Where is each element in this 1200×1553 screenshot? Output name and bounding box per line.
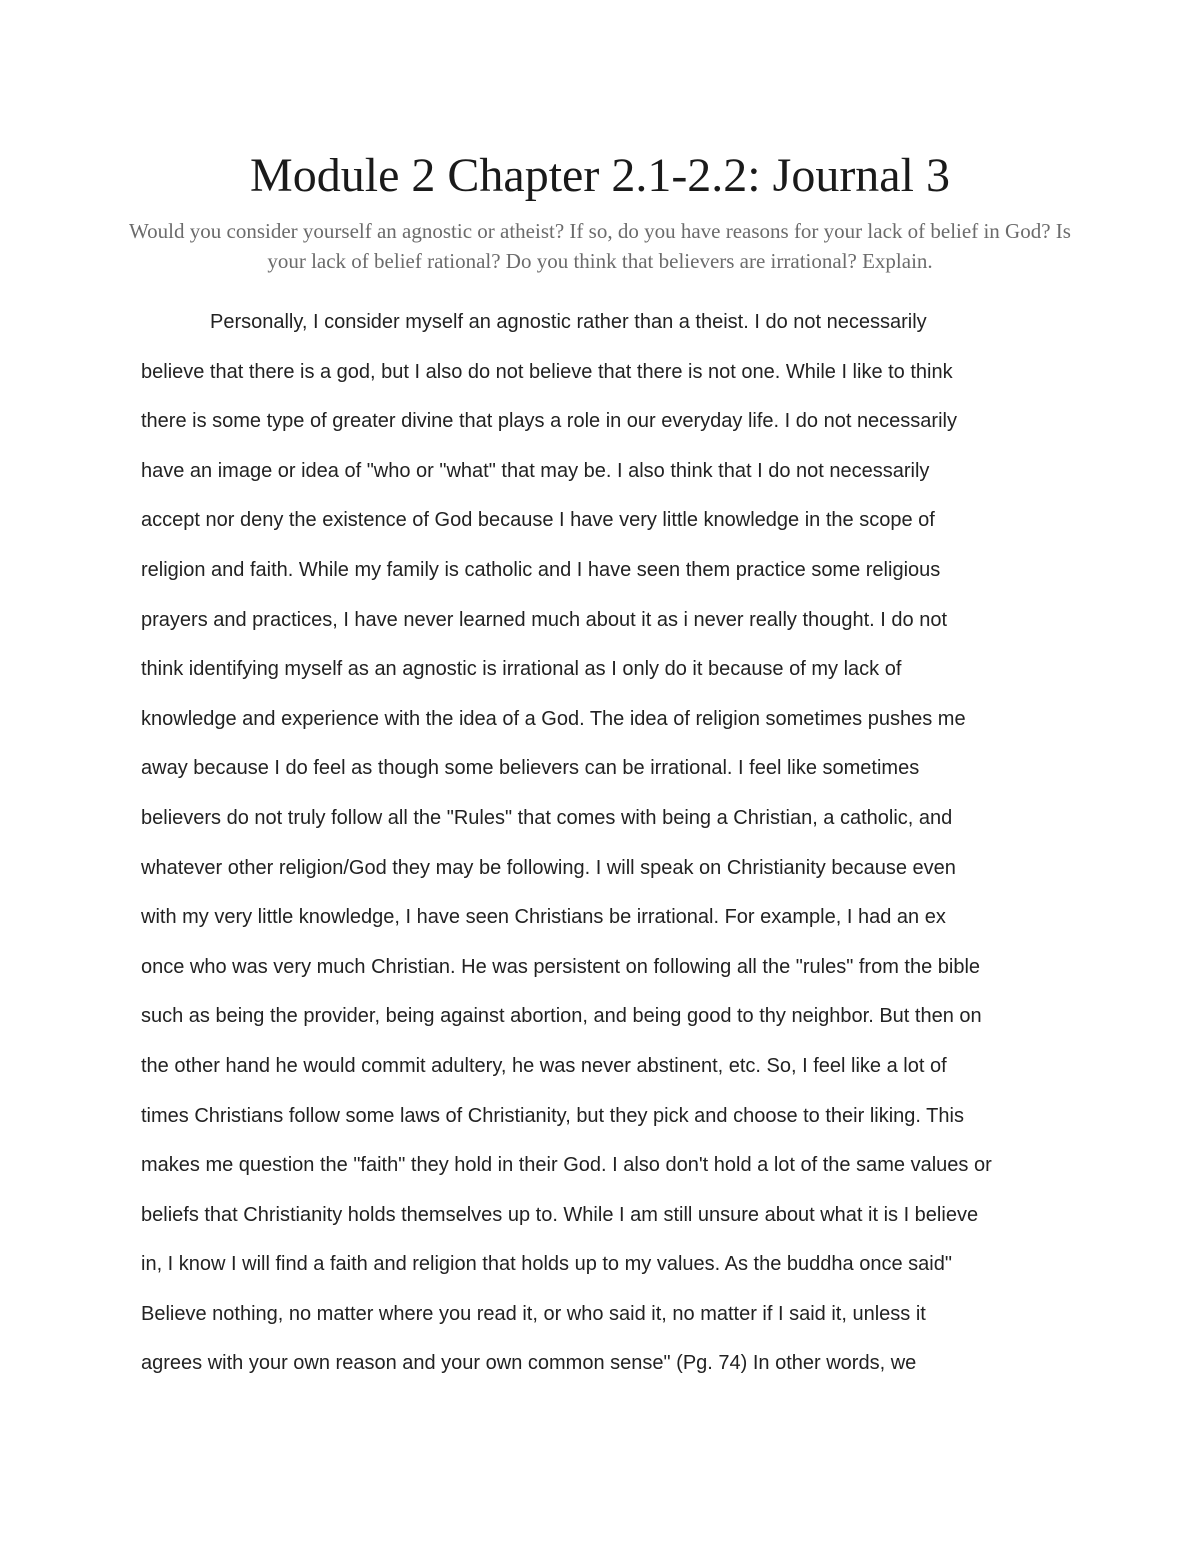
body-line: there is some type of greater divine that plays a role in our everyday life. I do not necessarily (141, 410, 957, 433)
body-line: beliefs that Christianity holds themselves up to. While I am still unsure about what it is I believe (141, 1203, 979, 1226)
body-line: the other hand he would commit adultery, he was never abstinent, etc. So, I feel like a lot of (141, 1054, 947, 1077)
body-line: believers do not truly follow all the "Rules" that comes with being a Christian, a catholic, and (141, 806, 953, 829)
body-line: agrees with your own reason and your own common sense" (Pg. 74) In other words, we (141, 1352, 917, 1375)
body-line: prayers and practices, I have never learned much about it as i never really thought. I do not (141, 608, 948, 631)
journal-body (141, 305, 1071, 1396)
body-line: whatever other religion/God they may be following. I will speak on Christianity because even (141, 856, 956, 879)
body-line: away because I do feel as though some believers can be irrational. I feel like sometimes (141, 757, 920, 780)
body-line: accept nor deny the existence of God because I have very little knowledge in the scope of (141, 509, 935, 532)
body-line: knowledge and experience with the idea of a God. The idea of religion sometimes pushes me (141, 707, 966, 730)
body-line: times Christians follow some laws of Christianity, but they pick and choose to their liking. This (141, 1104, 964, 1127)
body-line: Personally, I consider myself an agnostic rather than a theist. I do not necessarily (210, 311, 927, 333)
body-line: makes me question the "faith" they hold in their God. I also don't hold a lot of the same values or (141, 1154, 992, 1177)
body-line: in, I know I will find a faith and religion that holds up to my values. As the buddha once said" (141, 1253, 952, 1276)
body-line: believe that there is a god, but I also do not believe that there is not one. While I like to think (141, 360, 953, 383)
body-line: have an image or idea of "who or "what" that may be. I also think that I do not necessarily (141, 459, 930, 482)
body-line: think identifying myself as an agnostic is irrational as I only do it because of my lack of (141, 658, 902, 681)
body-line: with my very little knowledge, I have seen Christians be irrational. For example, I had an ex (141, 906, 946, 929)
body-line: religion and faith. While my family is catholic and I have seen them practice some religious (141, 558, 941, 581)
body-line: once who was very much Christian. He was persistent on following all the "rules" from the bible (141, 955, 981, 978)
page-title: Module 2 Chapter 2.1-2.2: Journal 3 (250, 149, 950, 202)
body-line: Believe nothing, no matter where you read it, or who said it, no matter if I said it, unless it (141, 1302, 926, 1325)
body-line: such as being the provider, being against abortion, and being good to thy neighbor. But then on (141, 1005, 982, 1028)
journal-prompt: Would you consider yourself an agnostic or atheist? If so, do you have reasons for your lack of belief in God? Is your lack of belief rational? Do you think that believers are irrational? Explain. (129, 219, 1071, 273)
